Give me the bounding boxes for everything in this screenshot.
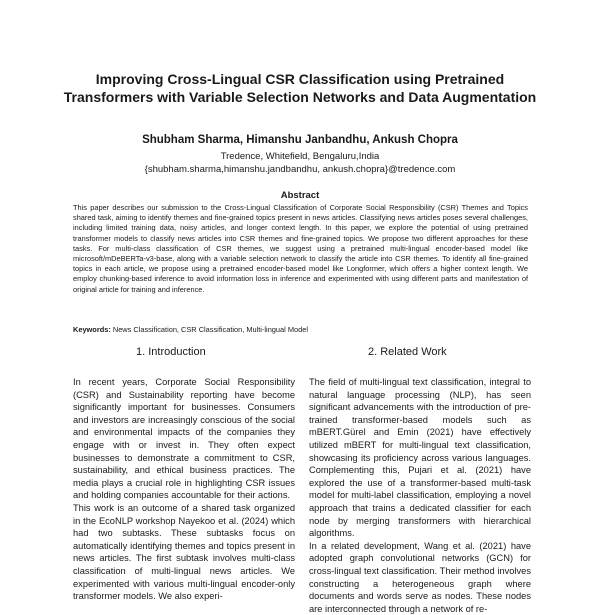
related-work-column (309, 376, 531, 614)
affiliation: Tredence, Whitefield, Bengaluru,India (220, 151, 380, 162)
intro-paragraph-2: This work is an outcome of a shared task organized in the EcoNLP workshop Nayekoo et al. (2024) which had two subtasks. These subtasks focus on automatically identifying themes and topics present in news articles. The first subtask involves multi-class classification of multi-lingual news articles. We experimented with various multi-lingual encoder-only transformer models. We also experi- (73, 502, 295, 602)
section-heading-introduction: 1. Introduction (136, 346, 206, 358)
related-paragraph-2: In a related development, Wang et al. (2021) have adopted graph convolutional networks (GCN) for cross-lingual text classification. Their method involves constructing a heterogeneous graph where documents and words serve as nodes. These nodes are interconnected through a network of re- (309, 540, 531, 614)
introduction-column (73, 376, 295, 600)
author-list: Shubham Sharma, Himanshu Janbandhu, Ankush Chopra (142, 134, 458, 146)
paper-title: Improving Cross-Lingual CSR Classification using Pretrained Transformers with Variable Selection Networks and Data Augmentation (63, 71, 537, 105)
keywords-label: Keywords: (73, 325, 111, 334)
keywords-line (73, 325, 528, 334)
author-emails: {shubham.sharma,himanshu.jandbandhu, ankush.chopra}@tredence.com (144, 164, 456, 175)
related-paragraph-1: The field of multi-lingual text classification, integral to natural language processing (NLP), has seen significant advancements with the introduction of pre-trained transformer-based models such as mBERT.Gürel and Emin (2021) have effectively utilized mBERT for multi-lingual text classification, showcasing its proficiency across various languages. Complementing this, Pujari et al. (2021) have explored the use of a transformer-based multi-task model for multi-label classification, employing a novel approach that trains a dedicated classifier for each node by merging transformers with hierarchical algorithms. (309, 377, 531, 539)
keywords-list: News Classification, CSR Classification, Multi-lingual Model (112, 325, 308, 334)
intro-paragraph-1: In recent years, Corporate Social Responsibility (CSR) and Sustainability reporting have become significantly important for businesses. Consumers and investors are increasingly conscious of the social and environmental impacts of the companies they engage with or invest in. They often expect businesses to demonstrate a commitment to CSR, sustainability, and ethical business practices. The media plays a crucial role in highlighting CSR issues and holding companies accountable for their actions. (73, 377, 295, 501)
abstract-heading: Abstract (280, 190, 320, 201)
abstract-text: This paper describes our submission to the Cross-Lingual Classification of Corporate Social Responsibility (CSR) Themes and Topics shared task, aiming to identify themes and fine-grained topics present in news articles. Classifying news articles poses several challenges, including limited training data, noisy articles, and longer context length. In this paper, we explore the potential of using pretrained transformer models to classify news articles into CSR themes and fine-grained topics. We propose two different approaches for these tasks. For multi-class classification of CSR themes, we suggest using a pretrained multi-lingual encoder-based model like microsoft/mDeBERTa-v3-base, along with a variable selection network to classify the article into CSR themes. To identify all fine-grained topics in each article, we propose using a pretrained encoder-based model like Longformer, which offers a higher context length. We employ chunking-based inference to avoid information loss in inference and experimented with using different parts and manifestation of original article for training and inference. (73, 203, 528, 294)
affiliation-block (60, 150, 540, 176)
section-heading-related-work: 2. Related Work (368, 346, 447, 358)
